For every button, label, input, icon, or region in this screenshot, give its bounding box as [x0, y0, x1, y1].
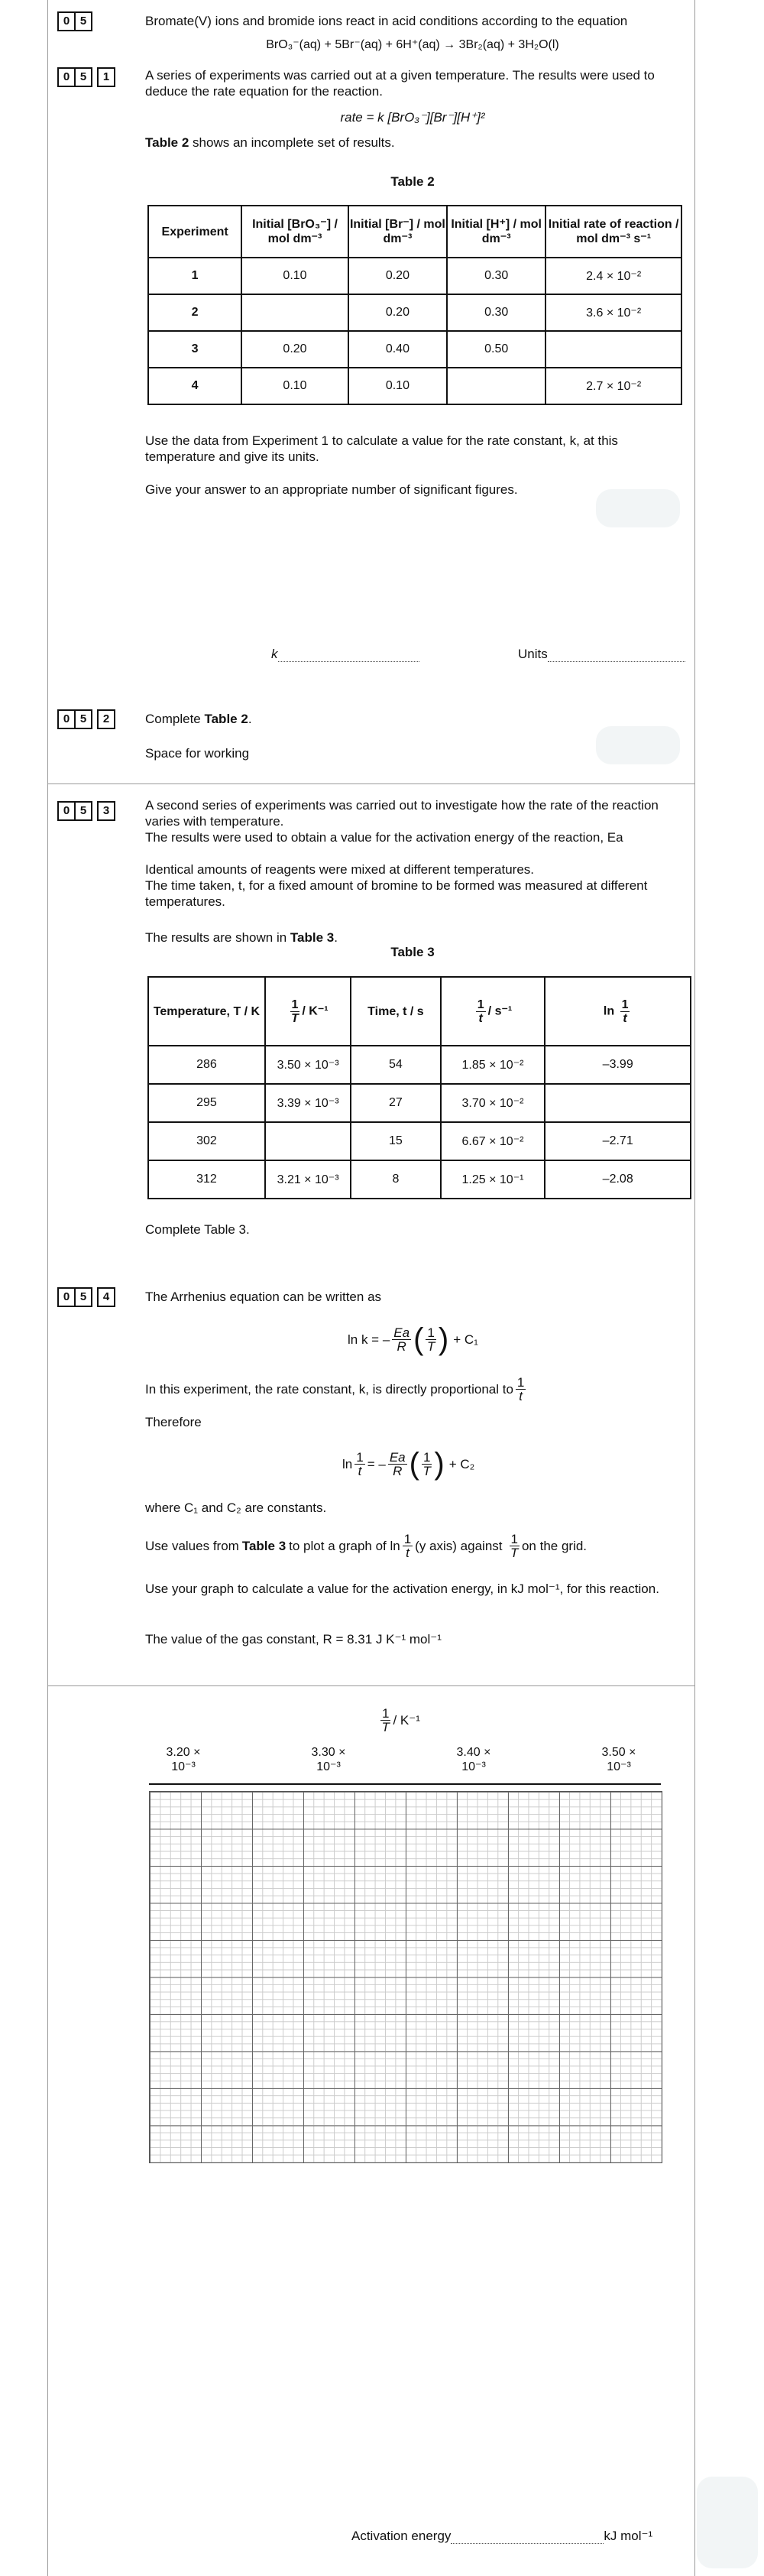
- table-row: [148, 1084, 691, 1122]
- activation-energy-label: Activation energy: [351, 2529, 452, 2543]
- tick-top: 3.20 ×: [166, 1746, 201, 1759]
- plot-pre: Use values from: [145, 1539, 239, 1553]
- denominator: t: [478, 1011, 483, 1025]
- k-answer: [271, 647, 419, 662]
- table-row: [148, 368, 681, 404]
- denominator: T: [426, 1339, 435, 1354]
- units-answer-line[interactable]: [548, 661, 685, 662]
- graph-top-axis: [149, 1783, 661, 1785]
- table-cell: 2.7 × 10⁻²: [545, 368, 681, 404]
- fraction-Ea-R: [388, 1451, 407, 1478]
- bracket-open: (: [413, 1322, 424, 1356]
- q052-text: [145, 711, 680, 727]
- table-cell: 286: [148, 1046, 265, 1084]
- table-cell: 0.40: [348, 331, 447, 368]
- numerator: 1: [477, 998, 484, 1011]
- table2-header: Initial [Br⁻] / mol dm⁻³: [348, 206, 447, 258]
- numerator: Ea: [393, 1325, 410, 1340]
- units-answer: [518, 647, 685, 662]
- table2-ref: Table 2: [204, 712, 248, 726]
- table-cell: 3.39 × 10⁻³: [265, 1084, 351, 1122]
- table-cell: 2: [148, 294, 241, 331]
- activation-energy-line[interactable]: [451, 2543, 604, 2544]
- numerator: 1: [427, 1325, 435, 1340]
- table3-header-time: Time, t / s: [351, 977, 440, 1046]
- ln-label: ln: [603, 1004, 615, 1018]
- table3-intro: [145, 930, 680, 946]
- tick-top: 3.40 ×: [456, 1746, 491, 1759]
- gas-constant-text: The value of the gas constant, R = 8.31 J K⁻¹ mol⁻¹: [145, 1632, 442, 1646]
- denominator: T: [291, 1011, 299, 1025]
- plot-post: on the grid.: [521, 1539, 588, 1553]
- fraction-1-T: [380, 1707, 390, 1734]
- table-cell: 2.4 × 10⁻²: [545, 258, 681, 294]
- table-cell: 27: [351, 1084, 440, 1122]
- digit-box: 5: [74, 801, 92, 821]
- eq2-ln: ln: [342, 1456, 353, 1471]
- table3-header-inverse-t: [441, 977, 545, 1046]
- proportional-text: [145, 1376, 680, 1403]
- table-cell: 3: [148, 331, 241, 368]
- denominator: T: [422, 1464, 431, 1478]
- table2-header: Initial rate of reaction / mol dm⁻³ s⁻¹: [545, 206, 681, 258]
- digit-box: 0: [57, 801, 76, 821]
- eq2-equals: = –: [367, 1456, 386, 1471]
- table-cell-answer[interactable]: [545, 1084, 691, 1122]
- table-cell: 54: [351, 1046, 440, 1084]
- numerator: Ea: [389, 1450, 406, 1465]
- q053-text4: The time taken, t, for a fixed amount of bromine to be formed was measured at different temperatures.: [145, 878, 648, 909]
- graph-paper-grid[interactable]: [149, 1791, 662, 2163]
- table-cell: 0.10: [241, 368, 348, 404]
- complete-table3: Complete Table 3.: [145, 1222, 250, 1237]
- fraction: [476, 998, 486, 1025]
- q053-text3: Identical amounts of reagents were mixed at different temperatures.: [145, 862, 535, 877]
- table-cell: 3.50 × 10⁻³: [265, 1046, 351, 1084]
- question-number-05-1: [57, 67, 114, 87]
- tick-bottom: 10⁻³: [171, 1760, 196, 1773]
- fraction-1-T: [426, 1326, 435, 1353]
- denominator: R: [393, 1464, 403, 1478]
- table-cell: 0.10: [241, 258, 348, 294]
- unit: / s⁻¹: [487, 1004, 513, 1018]
- table-cell: 295: [148, 1084, 265, 1122]
- table-row: [148, 258, 681, 294]
- plot-mid: to plot a graph of ln: [289, 1539, 400, 1553]
- tick-top: 3.30 ×: [311, 1746, 346, 1759]
- fraction: [290, 998, 300, 1025]
- table-cell-answer[interactable]: [265, 1122, 351, 1160]
- fraction-1-T: [422, 1451, 432, 1478]
- table-cell: 6.67 × 10⁻²: [441, 1122, 545, 1160]
- digit-box: 1: [97, 67, 115, 87]
- fraction-1-t: [403, 1533, 413, 1559]
- table-cell: 1.85 × 10⁻²: [441, 1046, 545, 1084]
- digit-box: 4: [97, 1287, 115, 1307]
- space-for-working: Space for working: [145, 746, 250, 761]
- table-cell-answer[interactable]: [241, 294, 348, 331]
- q051-instruction1: Use the data from Experiment 1 to calculate a value for the rate constant, k, at this temperature and give its units.: [145, 433, 618, 464]
- graph-tick-label: [584, 1745, 653, 1774]
- numerator: 1: [356, 1450, 364, 1465]
- proportional-statement: In this experiment, the rate constant, k, is directly proportional to: [145, 1382, 513, 1397]
- table-row: [148, 331, 681, 368]
- table-cell: 3.6 × 10⁻²: [545, 294, 681, 331]
- use-graph-text: Use your graph to calculate a value for the activation energy, in kJ mol⁻¹, for this reaction.: [145, 1582, 659, 1596]
- fraction-1-T: [510, 1533, 520, 1559]
- fraction-1-t: [516, 1376, 526, 1403]
- table-cell: 3.21 × 10⁻³: [265, 1160, 351, 1199]
- digit-box: 5: [74, 11, 92, 31]
- table-cell: 312: [148, 1160, 265, 1199]
- table-cell: 4: [148, 368, 241, 404]
- table-cell: 0.30: [447, 258, 545, 294]
- denominator: T: [381, 1720, 390, 1734]
- question-number-05-3: [57, 801, 114, 821]
- units-label: Units: [518, 647, 548, 661]
- table2-intro: [145, 135, 680, 151]
- bracket-close: ): [434, 1447, 445, 1481]
- table-cell: 302: [148, 1122, 265, 1160]
- graph-tick-label: [149, 1745, 218, 1774]
- table3-header-ln: [545, 977, 691, 1046]
- table-row: [148, 294, 681, 331]
- numerator: 1: [403, 1532, 412, 1546]
- table-row: [148, 1160, 691, 1199]
- scan-patch: [697, 2477, 758, 2568]
- eq1-lhs: ln k = –: [348, 1332, 390, 1347]
- q054-text1: The Arrhenius equation can be written as: [145, 1290, 382, 1304]
- activation-energy-units: kJ mol⁻¹: [604, 2529, 653, 2543]
- q051-text: A series of experiments was carried out at a given temperature. The results were used to deduce the rate equation for the reaction.: [145, 68, 655, 99]
- table-cell: –3.99: [545, 1046, 691, 1084]
- table-2: [147, 205, 682, 405]
- q053-text1: A second series of experiments was carried out to investigate how the rate of the reaction varies with temperature.: [145, 798, 659, 829]
- numerator: 1: [382, 1706, 390, 1721]
- table3-header-inverse-T: [265, 977, 351, 1046]
- digit-box: 5: [74, 67, 92, 87]
- table-cell: 3.70 × 10⁻²: [441, 1084, 545, 1122]
- table2-header: Experiment: [148, 206, 241, 258]
- digit-box: 5: [74, 1287, 92, 1307]
- table2-ref: Table 2: [145, 135, 189, 150]
- digit-box: 3: [97, 801, 115, 821]
- table-cell-answer[interactable]: [447, 368, 545, 404]
- numerator: 1: [422, 1450, 431, 1465]
- k-label: k: [271, 647, 278, 661]
- table-cell: 0.20: [348, 294, 447, 331]
- constants-text: where C₁ and C₂ are constants.: [145, 1501, 327, 1515]
- denominator: t: [519, 1389, 523, 1403]
- fraction-1-t: [354, 1451, 364, 1478]
- plot-instruction: [145, 1533, 680, 1559]
- question-number-05-2: [57, 709, 114, 729]
- q053-text2: The results were used to obtain a value for the activation energy of the reaction, Ea: [145, 830, 623, 845]
- therefore: Therefore: [145, 1415, 202, 1429]
- digit-box: 5: [74, 709, 92, 729]
- denominator: t: [623, 1011, 627, 1025]
- denominator: T: [510, 1546, 519, 1560]
- numerator: 1: [291, 998, 299, 1011]
- table-row: [148, 1122, 691, 1160]
- k-answer-line[interactable]: [278, 661, 419, 662]
- table-cell: 1: [148, 258, 241, 294]
- plot-mid2: (y axis) against: [415, 1539, 503, 1553]
- denominator: R: [397, 1339, 406, 1354]
- table-cell: 15: [351, 1122, 440, 1160]
- fraction-Ea-R: [392, 1326, 411, 1353]
- tick-top: 3.50 ×: [601, 1746, 636, 1759]
- table2-header: Initial [BrO₃⁻] / mol dm⁻³: [241, 206, 348, 258]
- digit-box: 0: [57, 67, 76, 87]
- graph-tick-label: [294, 1745, 363, 1774]
- activation-energy-answer: [351, 2529, 652, 2544]
- numerator: 1: [510, 1532, 518, 1546]
- table2-title: Table 2: [390, 174, 435, 189]
- table-cell: 0.30: [447, 294, 545, 331]
- table3-intro-pre: The results are shown in: [145, 930, 290, 945]
- table3-ref: Table 3: [241, 1539, 286, 1553]
- table-3: [147, 976, 691, 1199]
- digit-box: 0: [57, 1287, 76, 1307]
- tick-bottom: 10⁻³: [316, 1760, 341, 1773]
- tick-bottom: 10⁻³: [461, 1760, 486, 1773]
- table-cell: 8: [351, 1160, 440, 1199]
- digit-box: 0: [57, 11, 76, 31]
- table3-ref: Table 3: [290, 930, 335, 945]
- numerator: 1: [516, 1375, 525, 1390]
- table3-header-temperature: Temperature, T / K: [148, 977, 265, 1046]
- table-cell: 1.25 × 10⁻¹: [441, 1160, 545, 1199]
- numerator: 1: [621, 998, 629, 1011]
- table-cell: –2.71: [545, 1122, 691, 1160]
- q052-text-pre: Complete: [145, 712, 205, 726]
- table-cell-answer[interactable]: [545, 331, 681, 368]
- table3-intro-post: .: [334, 930, 338, 945]
- bracket-open: (: [409, 1447, 419, 1481]
- fraction: [620, 998, 630, 1025]
- q051-instruction2: Give your answer to an appropriate number of significant figures.: [145, 482, 518, 497]
- table2-intro-rest: shows an incomplete set of results.: [189, 135, 395, 150]
- q05-equation: BrO₃⁻(aq) + 5Br⁻(aq) + 6H⁺(aq) → 3Br₂(aq) + 3H₂O(l): [266, 38, 559, 51]
- table-row: [148, 1046, 691, 1084]
- question-number-05-4: [57, 1287, 114, 1307]
- graph-axis-label: [378, 1707, 420, 1734]
- q05-intro: Bromate(V) ions and bromide ions react in acid conditions according to the equation: [145, 14, 628, 28]
- table-cell: 0.10: [348, 368, 447, 404]
- table3-title: Table 3: [390, 945, 435, 959]
- arrhenius-equation-1: [348, 1322, 478, 1357]
- axis-unit: / K⁻¹: [393, 1712, 420, 1728]
- graph-tick-label: [439, 1745, 508, 1774]
- digit-box: 0: [57, 709, 76, 729]
- q052-text-post: .: [248, 712, 252, 726]
- table-cell: 0.20: [348, 258, 447, 294]
- denominator: t: [406, 1546, 410, 1560]
- eq1-constant: + C₁: [453, 1332, 478, 1347]
- arrhenius-equation-2: [342, 1447, 474, 1481]
- eq2-constant: + C₂: [448, 1456, 475, 1471]
- table-cell: 0.20: [241, 331, 348, 368]
- table2-header: Initial [H⁺] / mol dm⁻³: [447, 206, 545, 258]
- unit: / K⁻¹: [302, 1004, 329, 1018]
- question-number-05: [57, 11, 91, 31]
- digit-box: 2: [97, 709, 115, 729]
- bracket-close: ): [438, 1322, 449, 1356]
- tick-bottom: 10⁻³: [607, 1760, 631, 1773]
- table-cell: –2.08: [545, 1160, 691, 1199]
- table-cell: 0.50: [447, 331, 545, 368]
- denominator: t: [358, 1464, 362, 1478]
- rate-equation: rate = k [BrO₃⁻][Br⁻][H⁺]²: [340, 110, 485, 125]
